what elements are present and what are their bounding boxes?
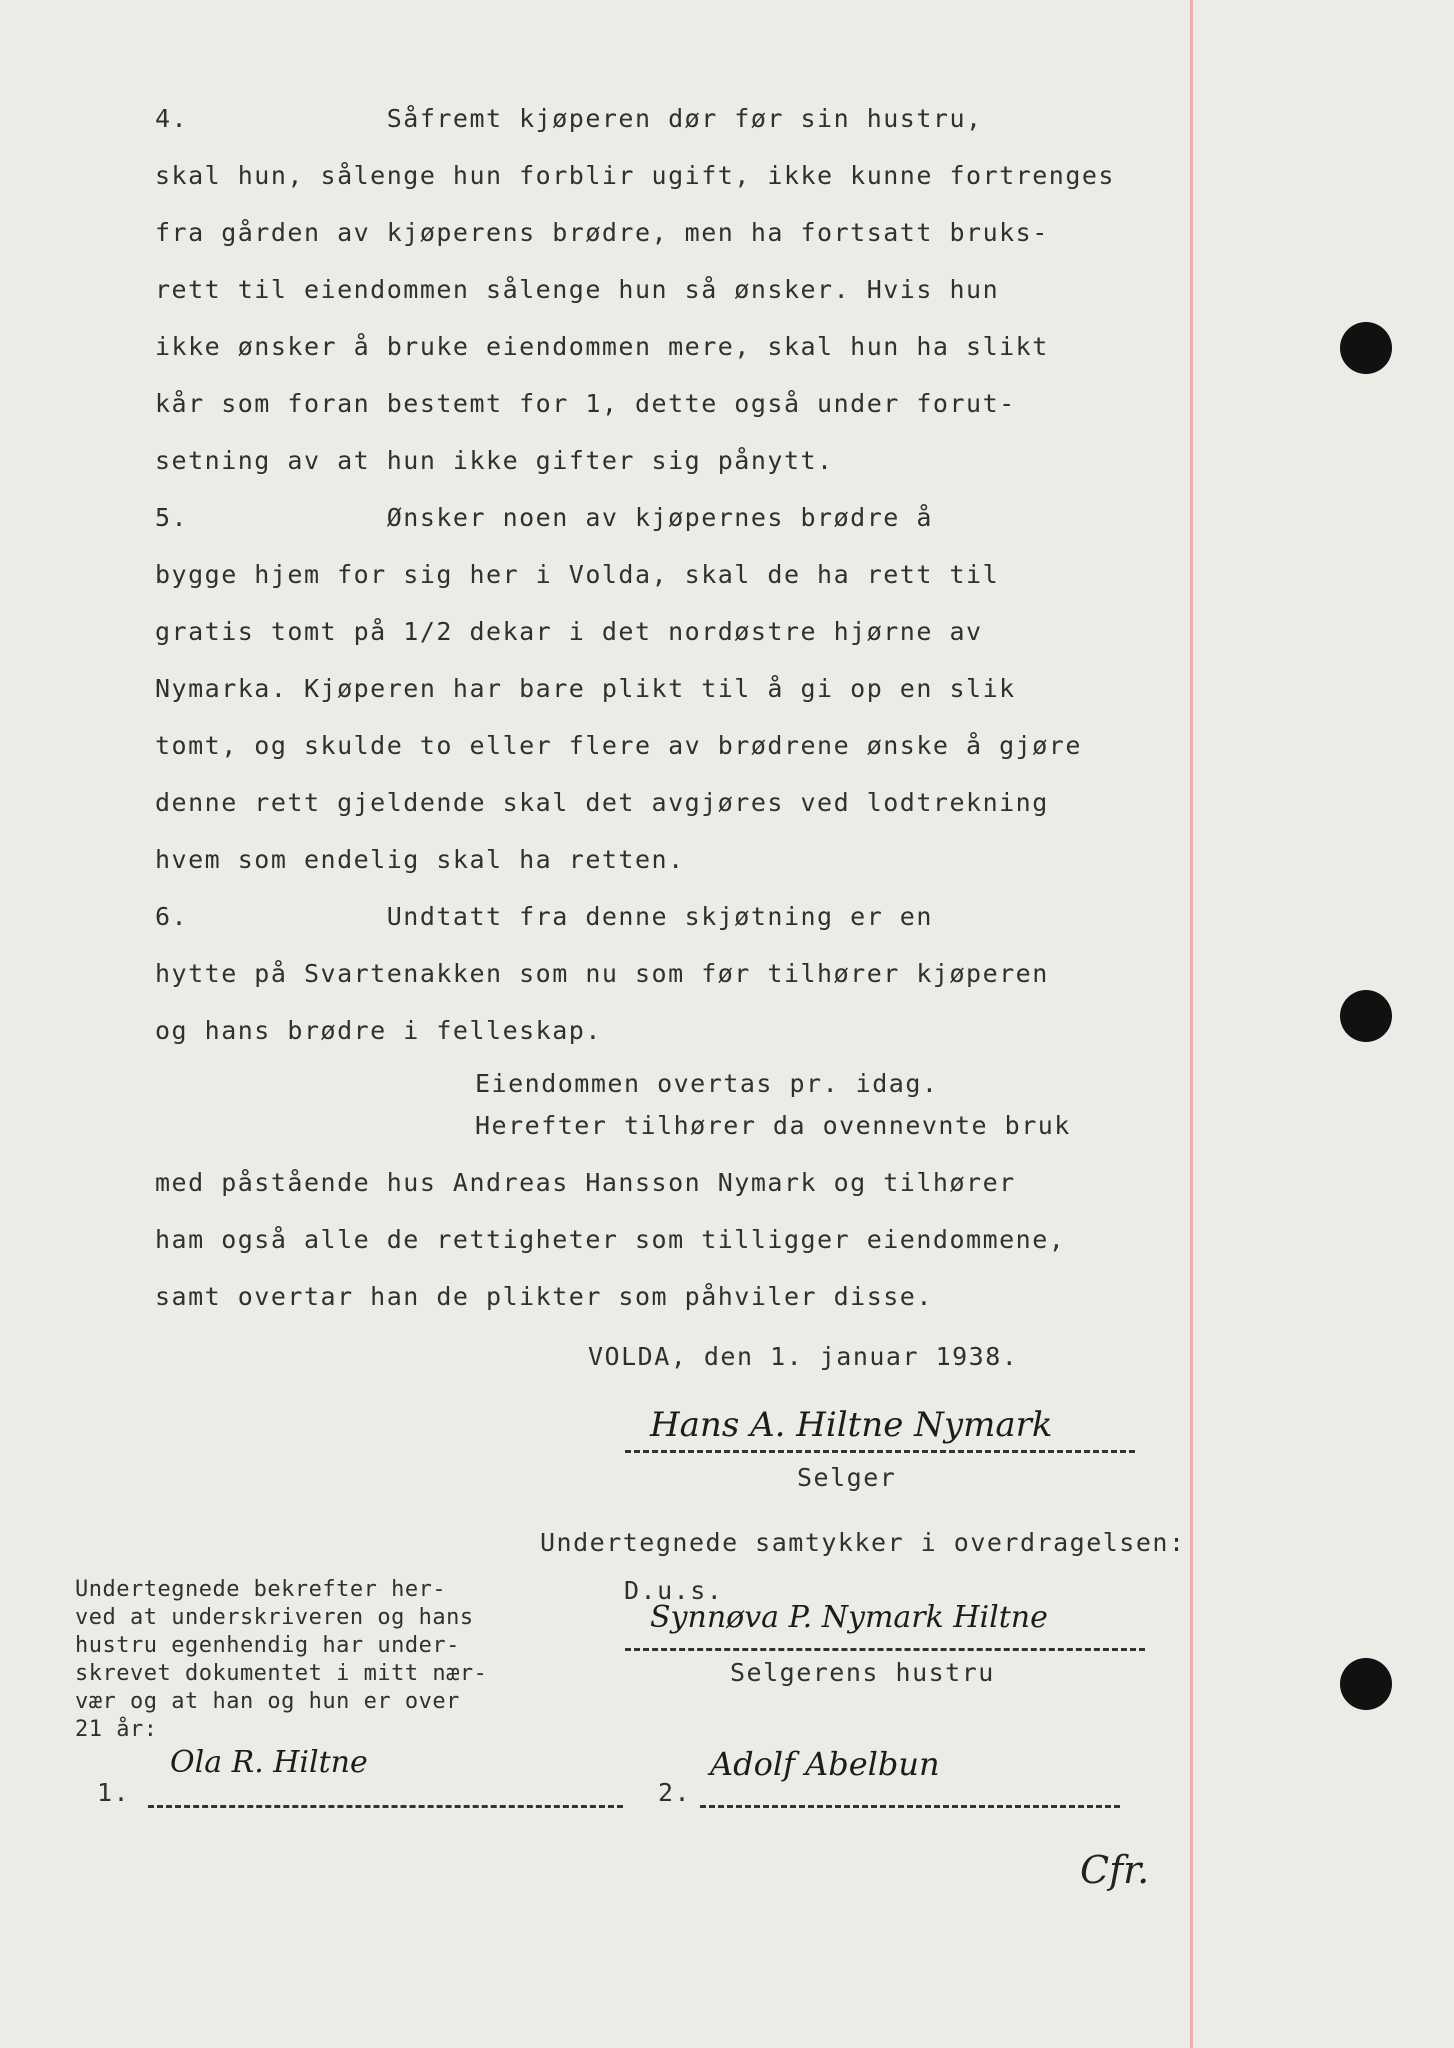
witness-text-line: Undertegnede bekrefter her-	[75, 1577, 447, 1602]
paragraph-4-line: rett til eiendommen sålenge hun så ønsker. Hvis hun	[155, 275, 1000, 304]
seller-signature-line	[625, 1450, 1135, 1453]
seller-role: Selger	[797, 1463, 897, 1492]
witness-text-line: vær og at han og hun er over	[75, 1689, 460, 1714]
wife-signature-line	[625, 1648, 1145, 1651]
witness-text-line: 21 år:	[75, 1717, 158, 1742]
paragraph-6-line: hytte på Svartenakken som nu som før tilhører kjøperen	[155, 959, 1049, 988]
witness-1-signature: Ola R. Hiltne	[170, 1745, 368, 1780]
place-date: VOLDA, den 1. januar 1938.	[588, 1342, 1019, 1371]
paragraph-4-line: setning av at hun ikke gifter sig pånytt.	[155, 446, 834, 475]
dus-label: D.u.s.	[624, 1576, 724, 1605]
punch-hole-icon	[1340, 990, 1392, 1042]
paragraph-5-line-1: 5. Ønsker noen av kjøpernes brødre å	[155, 503, 933, 532]
paragraph-4-line: fra gården av kjøperens brødre, men ha fortsatt bruks-	[155, 218, 1049, 247]
paragraph-4-line: ikke ønsker å bruke eiendommen mere, skal hun ha slikt	[155, 332, 1049, 361]
punch-hole-icon	[1340, 322, 1392, 374]
witness-1-number: 1.	[97, 1778, 131, 1807]
paragraph-4-line-1: 4. Såfremt kjøperen dør før sin hustru,	[155, 104, 983, 133]
paragraph-5-line: bygge hjem for sig her i Volda, skal de ha rett til	[155, 560, 1000, 589]
paragraph-6-line: og hans brødre i felleskap.	[155, 1016, 602, 1045]
witness-2-signature-line	[700, 1805, 1120, 1808]
paragraph-5-line: gratis tomt på 1/2 dekar i det nordøstre hjørne av	[155, 617, 983, 646]
hereafter-line: Herefter tilhører da ovennevnte bruk	[475, 1111, 1071, 1140]
witness-2-signature: Adolf Abelbun	[710, 1745, 940, 1783]
initials-mark: Cfr.	[1080, 1848, 1150, 1892]
hereafter-body-line: ham også alle de rettigheter som tilligger eiendommene,	[155, 1225, 1066, 1254]
seller-signature: Hans A. Hiltne Nymark	[650, 1405, 1053, 1445]
paragraph-6-line-1: 6. Undtatt fra denne skjøtning er en	[155, 902, 933, 931]
paragraph-5-line: Nymarka. Kjøperen har bare plikt til å gi op en slik	[155, 674, 1016, 703]
paragraph-5-line: tomt, og skulde to eller flere av brødrene ønske å gjøre	[155, 731, 1082, 760]
consent-line: Undertegnede samtykker i overdragelsen:	[540, 1528, 1186, 1557]
paragraph-5-line: denne rett gjeldende skal det avgjøres ved lodtrekning	[155, 788, 1049, 817]
paragraph-5-line: hvem som endelig skal ha retten.	[155, 845, 685, 874]
punch-hole-icon	[1340, 1658, 1392, 1710]
wife-role: Selgerens hustru	[730, 1658, 995, 1687]
paragraph-4-line: kår som foran bestemt for 1, dette også under forut-	[155, 389, 1016, 418]
hereafter-body-line: samt overtar han de plikter som påhviler disse.	[155, 1282, 933, 1311]
hereafter-body-line: med påstående hus Andreas Hansson Nymark og tilhører	[155, 1168, 1016, 1197]
takeover-line: Eiendommen overtas pr. idag.	[475, 1069, 939, 1098]
paragraph-4-line: skal hun, sålenge hun forblir ugift, ikke kunne fortrenges	[155, 161, 1115, 190]
witness-text-line: hustru egenhendig har under-	[75, 1633, 460, 1658]
witness-1-signature-line	[148, 1805, 623, 1808]
witness-text-line: skrevet dokumentet i mitt nær-	[75, 1661, 488, 1686]
margin-line	[1190, 0, 1193, 2048]
witness-2-number: 2.	[658, 1778, 692, 1807]
witness-text-line: ved at underskriveren og hans	[75, 1605, 474, 1630]
wife-signature: Synnøva P. Nymark Hiltne	[650, 1600, 1048, 1635]
